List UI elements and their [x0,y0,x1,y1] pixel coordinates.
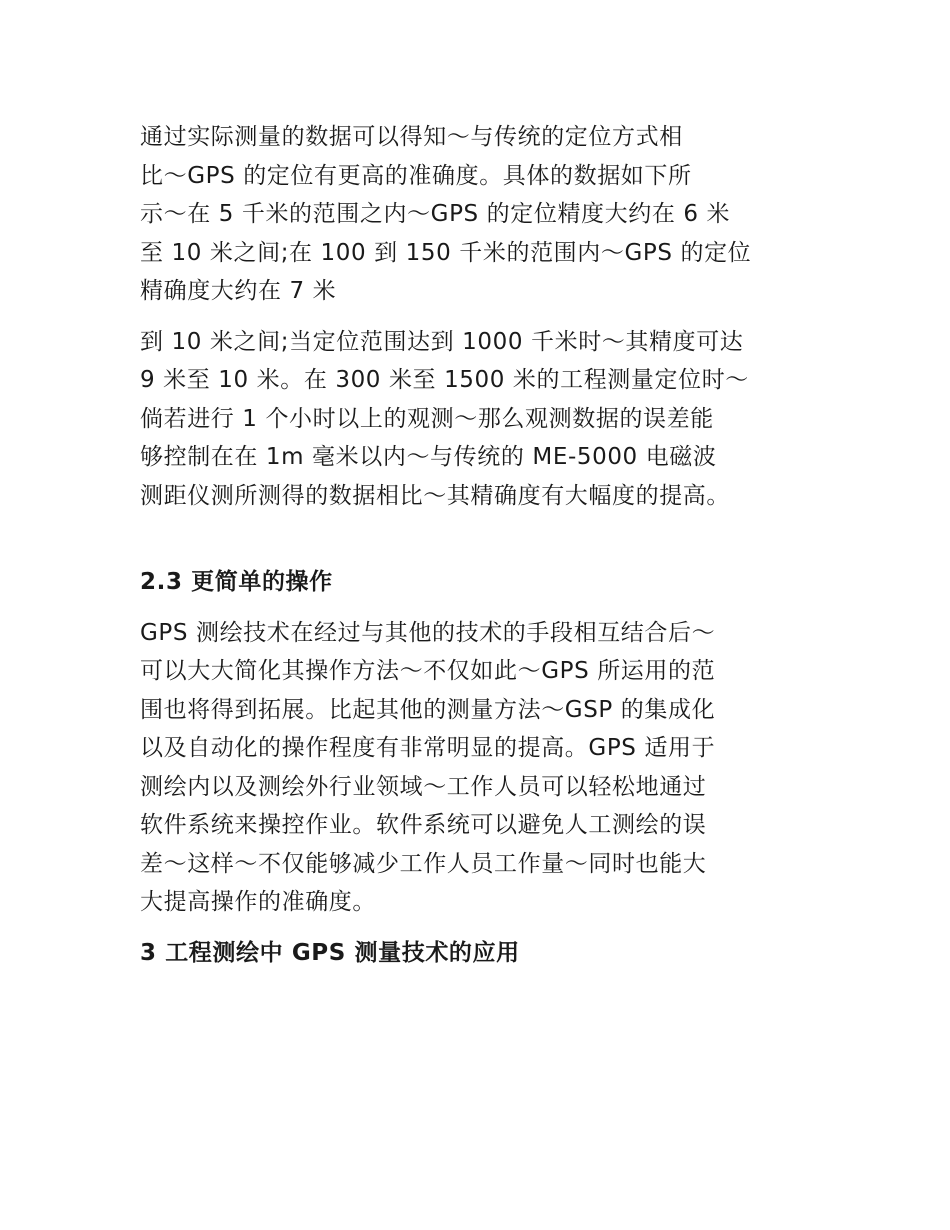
paragraph-gps-accuracy-data [140,118,820,311]
paragraph-spacer [140,602,820,614]
text-line: 大提高操作的准确度。 [140,889,376,915]
section-spacer [140,515,820,563]
text-line: 比～GPS 的定位有更高的准确度。具体的数据如下所 [140,162,692,189]
paragraph-gps-precision-comparison [140,323,820,516]
text-line: 到 10 米之间;当定位范围达到 1000 千米时～其精度可达 [140,328,744,355]
text-line: 倘若进行 1 个小时以上的观测～那么观测数据的误差能 [140,405,714,432]
text-line: 差～这样～不仅能够减少工作人员工作量～同时也能大 [140,850,707,877]
text-line: 围也将得到拓展。比起其他的测量方法～GSP 的集成化 [140,696,716,723]
text-line: 精确度大约在 7 米 [140,278,337,304]
text-line: 测距仪测所测得的数据相比～其精确度有大幅度的提高。 [140,482,730,509]
paragraph-spacer [140,922,820,934]
section-heading-3: 3 工程测绘中 GPS 测量技术的应用 [140,939,520,966]
text-line: 9 米至 10 米。在 300 米至 1500 米的工程测量定位时～ [140,367,749,393]
text-line: GPS 测绘技术在经过与其他的技术的手段相互结合后～ [140,619,716,646]
text-line: 够控制在在 1m 毫米以内～与传统的 ME-5000 电磁波 [140,444,717,470]
document-body [140,118,820,972]
text-line: 可以大大简化其操作方法～不仅如此～GPS 所运用的范 [140,658,716,684]
text-line: 通过实际测量的数据可以得知～与传统的定位方式相 [140,124,683,150]
text-line: 以及自动化的操作程度有非常明显的提高。GPS 适用于 [140,735,716,761]
text-line: 软件系统来操控作业。软件系统可以避免人工测绘的误 [140,812,707,838]
section-heading-2-3: 2.3 更简单的操作 [140,569,333,595]
paragraph-simpler-operation [140,614,820,922]
text-line: 测绘内以及测绘外行业领域～工作人员可以轻松地通过 [140,773,707,800]
paragraph-spacer [140,311,820,323]
text-line: 示～在 5 千米的范围之内～GPS 的定位精度大约在 6 米 [140,201,731,227]
text-line: 至 10 米之间;在 100 到 150 千米的范围内～GPS 的定位 [140,239,752,266]
